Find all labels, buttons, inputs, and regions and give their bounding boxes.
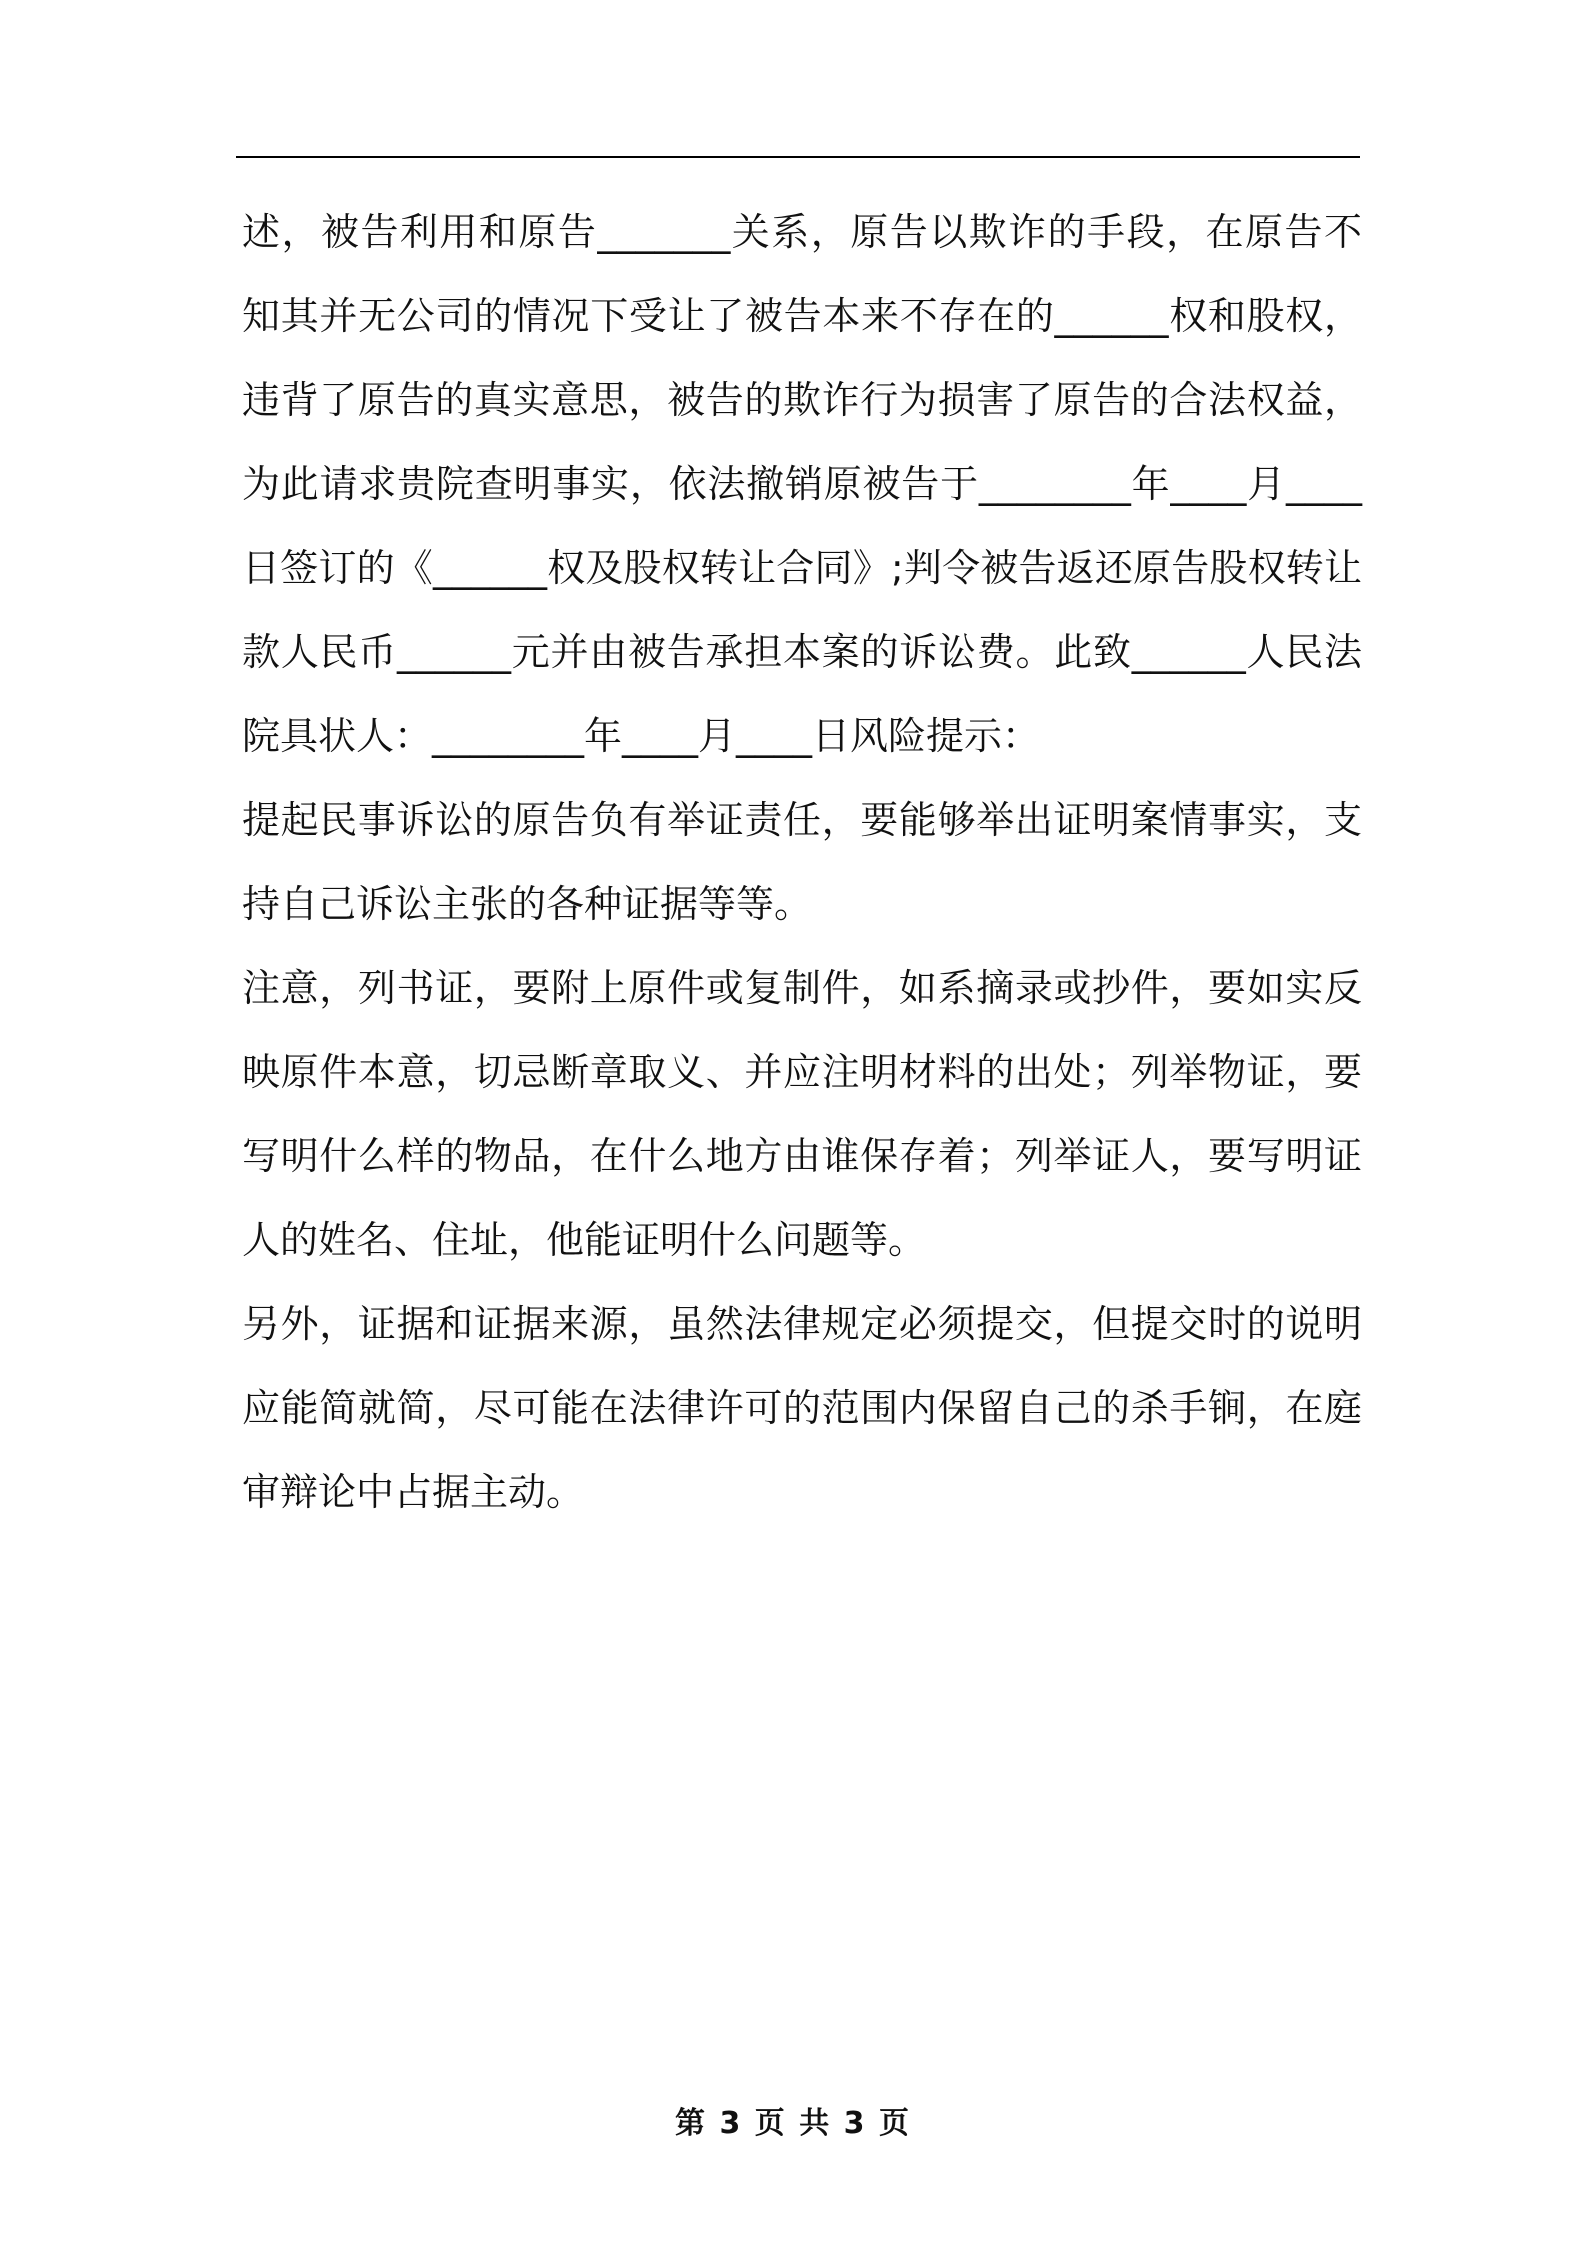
paragraph: 提起民事诉讼的原告负有举证责任，要能够举出证明案情事实，支持自己诉讼主张的各种证据等等。 [242,798,1362,926]
document-body [242,190,1362,1534]
paragraph: 注意，列书证，要附上原件或复制件，如系摘录或抄件，要如实反映原件本意，切忌断章取义、并应注明材料的出处；列举物证，要写明什么样的物品，在什么地方由谁保存着；列举证人，要写明证人的姓名、住址，他能证明什么问题等。 [242,966,1362,1262]
page-number: 第 3 页 共 3 页 [675,2106,911,2141]
header-rule [236,156,1360,158]
paragraph: 述，被告利用和原告_______关系，原告以欺诈的手段，在原告不知其并无公司的情况下受让了被告本来不存在的______权和股权，违背了原告的真实意思，被告的欺诈行为损害了原告的合法权益，为此请求贵院查明事实，依法撤销原被告于________年____月____日签订的《______权及股权转让合同》;判令被告返还原告股权转让款人民币______元并由被告承担本案的诉讼费。此致______人民法院具状人：________年____月____日风险提示： [242,210,1362,758]
paragraph: 另外，证据和证据来源，虽然法律规定必须提交，但提交时的说明应能简就简，尽可能在法律许可的范围内保留自己的杀手锏，在庭审辩论中占据主动。 [242,1302,1362,1514]
